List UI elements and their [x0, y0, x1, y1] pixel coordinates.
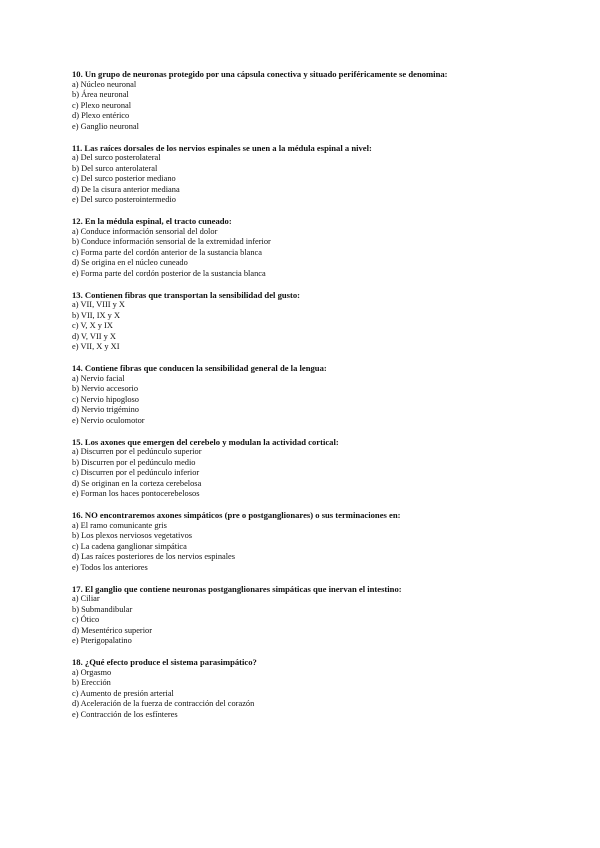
answer-option: e) Pterigopalatino	[72, 636, 132, 645]
answer-option: c) Aumento de presión arterial	[72, 688, 174, 698]
question-title: 15. Los axones que emergen del cerebelo y modulan la actividad cortical:	[72, 436, 339, 447]
answer-option: d) Se origina en el núcleo cuneado	[72, 258, 188, 267]
answer-option: e) Nervio oculomotor	[72, 415, 145, 425]
answer-option: a) El ramo comunicante gris	[72, 520, 167, 530]
question-title: 17. El ganglio que contiene neuronas postganglionares simpáticas que inervan el intestino:	[72, 583, 402, 594]
answer-option: e) Del surco posterointermedio	[72, 195, 176, 204]
answer-option: d) Nervio trigémino	[72, 405, 139, 414]
answer-option: c) V, X y IX	[72, 321, 113, 330]
question-title: 12. En la médula espinal, el tracto cuneado:	[72, 216, 232, 226]
answer-option: a) Discurren por el pedúnculo superior	[72, 447, 202, 456]
answer-option: b) Erección	[72, 678, 111, 687]
question-block	[72, 510, 530, 573]
option-list	[72, 80, 530, 133]
answer-option: b) Submandibular	[72, 604, 133, 614]
option-list	[72, 521, 530, 574]
answer-option: a) VII, VIII y X	[72, 300, 125, 309]
answer-option: c) Forma parte del cordón anterior de la sustancia blanca	[72, 247, 262, 257]
question-block	[72, 290, 530, 353]
question-block	[72, 216, 530, 279]
answer-option: e) Forman los haces pontocerebelosos	[72, 489, 200, 498]
question-title: 14. Contiene fibras que conducen la sensibilidad general de la lengua:	[72, 363, 327, 373]
answer-option: b) Área neuronal	[72, 90, 129, 99]
answer-option: a) Del surco posterolateral	[72, 153, 161, 162]
option-list	[72, 447, 530, 500]
answer-option: d) V, VII y X	[72, 331, 116, 341]
answer-option: b) Conduce información sensorial de la extremidad inferior	[72, 237, 271, 246]
answer-option: e) VII, X y XI	[72, 342, 120, 351]
answer-option: e) Contracción de los esfínteres	[72, 709, 178, 719]
question-block	[72, 69, 530, 132]
option-list	[72, 300, 530, 353]
question-title: 16. NO encontraremos axones simpáticos (pre o postganglionares) o sus terminaciones en:	[72, 510, 401, 520]
answer-option: d) Las raíces posteriores de los nervios espinales	[72, 552, 236, 561]
question-title: 18. ¿Qué efecto produce el sistema parasimpático?	[72, 657, 257, 667]
answer-option: e) Ganglio neuronal	[72, 121, 139, 131]
question-block	[72, 143, 530, 206]
answer-option: e) Todos los anteriores	[72, 562, 148, 572]
option-list	[72, 153, 530, 206]
answer-option: e) Forma parte del cordón posterior de la sustancia blanca	[72, 268, 266, 278]
answer-option: a) Núcleo neuronal	[72, 79, 137, 89]
option-list	[72, 374, 530, 427]
question-title: 13. Contienen fibras que transportan la sensibilidad del gusto:	[72, 289, 301, 300]
answer-option: a) Nervio facial	[72, 373, 125, 383]
answer-option: b) Discurren por el pedúnculo medio	[72, 457, 196, 467]
answer-option: c) Discurren por el pedúnculo inferior	[72, 468, 200, 477]
answer-option: d) Aceleración de la fuerza de contracción del corazón	[72, 699, 255, 708]
answer-option: d) Mesentérico superior	[72, 625, 153, 635]
question-block	[72, 363, 530, 426]
question-block	[72, 584, 530, 647]
option-list	[72, 594, 530, 647]
question-block	[72, 437, 530, 500]
answer-option: d) De la cisura anterior mediana	[72, 184, 180, 194]
answer-option: a) Ciliar	[72, 594, 100, 603]
question-title: 10. Un grupo de neuronas protegido por una cápsula conectiva y situado periféricamente se denomina:	[72, 69, 448, 79]
answer-option: b) Los plexos nerviosos vegetativos	[72, 531, 193, 540]
answer-option: c) Del surco posterior mediano	[72, 174, 176, 183]
option-list	[72, 668, 530, 721]
answer-option: c) La cadena ganglionar simpática	[72, 541, 187, 551]
answer-option: d) Se originan en la corteza cerebelosa	[72, 478, 202, 488]
question-title: 11. Las raíces dorsales de los nervios espinales se unen a la médula espinal a nivel:	[72, 142, 372, 153]
question-list	[72, 69, 530, 720]
answer-option: d) Plexo entérico	[72, 111, 130, 120]
question-block	[72, 657, 530, 720]
answer-option: c) Nervio hipogloso	[72, 394, 139, 404]
answer-option: b) Del surco anterolateral	[72, 163, 158, 173]
option-list	[72, 227, 530, 280]
answer-option: b) VII, IX y X	[72, 310, 120, 320]
answer-option: b) Nervio accesorio	[72, 384, 139, 393]
answer-option: a) Conduce información sensorial del dolor	[72, 226, 218, 236]
answer-option: c) Plexo neuronal	[72, 100, 132, 110]
answer-option: a) Orgasmo	[72, 667, 112, 677]
answer-option: c) Ótico	[72, 615, 100, 624]
